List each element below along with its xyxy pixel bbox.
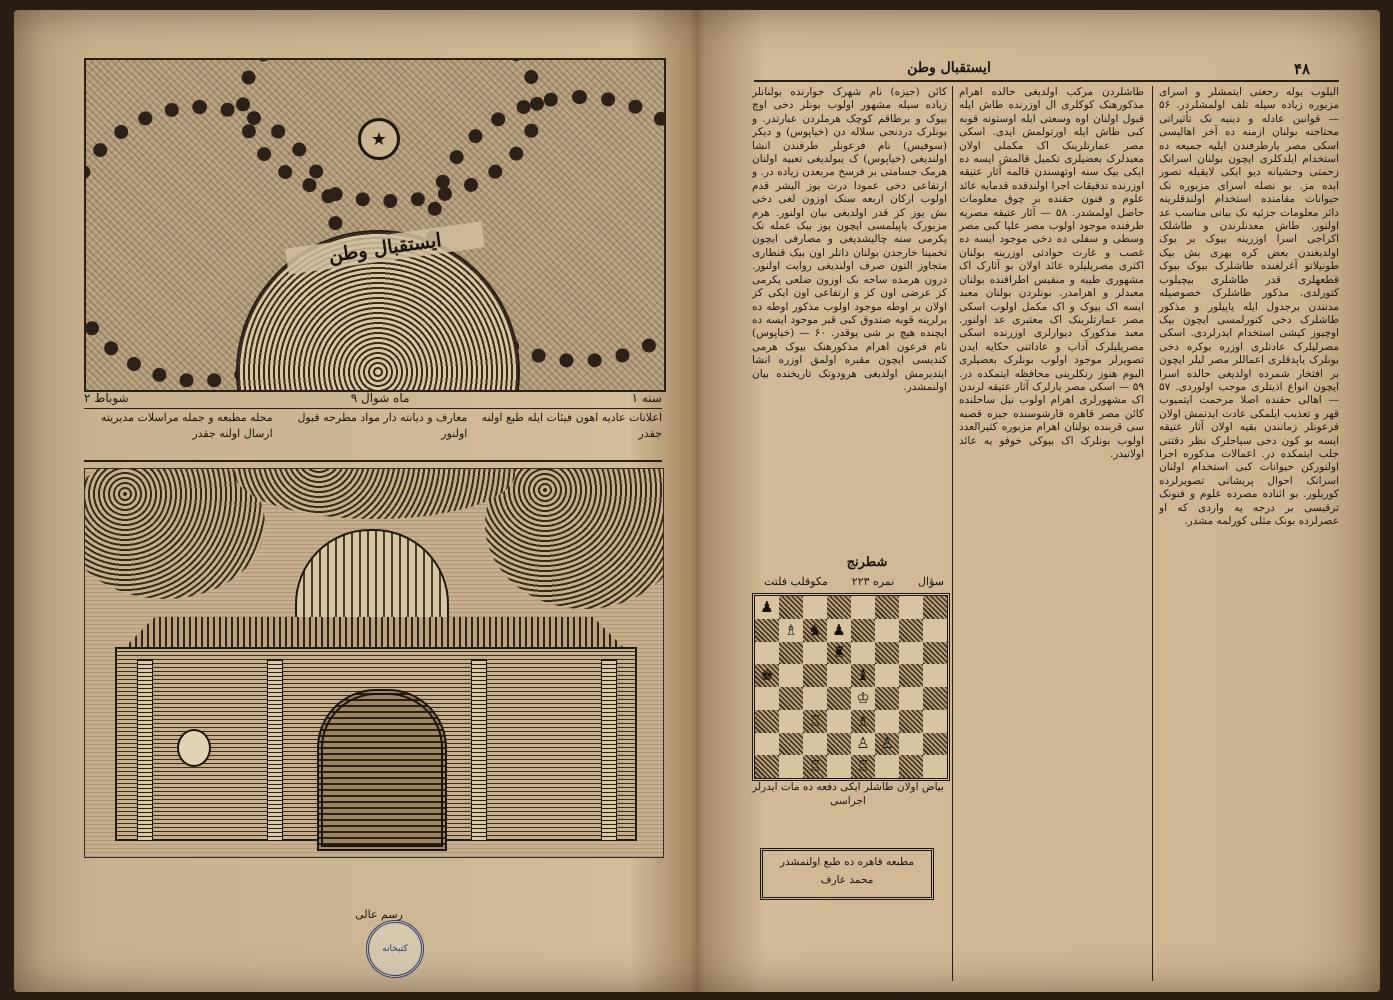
chess-piece-square: ♜: [827, 642, 851, 665]
chess-piece-square: ♖: [803, 755, 827, 778]
fountain-pavilion: [115, 647, 637, 841]
chess-square: [779, 687, 803, 710]
chess-piece-square: ♞: [803, 619, 827, 642]
chess-square: [803, 687, 827, 710]
chess-square: [875, 755, 899, 778]
tree-foliage: [485, 468, 664, 609]
chess-piece-square: ♖: [803, 710, 827, 733]
chess-square: [923, 755, 947, 778]
chess-square: [875, 642, 899, 665]
chess-square: [827, 664, 851, 687]
chess-square: [827, 755, 851, 778]
chess-square: [779, 596, 803, 619]
chess-square: [875, 687, 899, 710]
chess-square: [875, 596, 899, 619]
chess-board: [752, 593, 950, 781]
running-head: ایستقبال وطن: [907, 60, 991, 76]
tree-foliage: [235, 468, 515, 519]
notice-text: اعلانات عادیه اهون فیئات ایله طبع اولنه جقدر: [481, 411, 662, 440]
chess-square: [827, 596, 851, 619]
chess-square: [803, 642, 827, 665]
chess-square: [803, 664, 827, 687]
imprint-line: محمد عارف: [820, 874, 874, 886]
chess-square: [803, 596, 827, 619]
pillar: [267, 659, 283, 841]
dateline: [84, 388, 662, 409]
chess-square: [779, 642, 803, 665]
chess-square: [851, 642, 875, 665]
pillar: [471, 659, 487, 841]
text-column-middle-right: طاشلردن مرکب اولدیغی حالده اهرام مذکورهنک کوکلری ال اوزرنده طاش ایله قبول اولنان اوه وسعتی ایله اوستونه قوبه کبی طاش ایله اورتولمش ایدی. اسکی مصر عمارتلرینک اک مکملی اولان معبدلرک بعضیلری تکمیل قالمش ایسه ده ایکی بیک سنه اوتهسندن قالمه آثار عتیقه اوزرنده تدقیقات اجرا اولندقده قدمایه عائد علوم و فنون حقنده بر چوق معلومات حاصل اولمشدر. ۵۸ — آثار عتیقه مصریه طرفنده موجود اولوب مصر علیا کبی مصر وسطی و سفلی ده دخی موجود ایسه ده غصب و غارت حوادثی اوزرینه بولنان اکثری مصریلیلره عائد اولان بو آثارک اک مشهوری طیبه و منفیس اطرافنده بولنان معبدلر و اهرامدر. بونلردن بولنان معبد ایسه اک بیوک و اک مکمل اولوب اسکی مصر عمارتلرینک اک معتبری عد اولنور. معبد مذکورک دیوارلری اوزرنده اسکی مصریلیلرک آداب و عاداتنی حکایه ایدن تصویرلر موجود اولوب بونلرک بعضیلری الیوم هنوز رنکلرینی محافظه ایتمکده در. ۵۹ — اسکی مصر یارلرک آثار عتیقه لرندن اک مشهورلری اهرام اولوب نیل ساحلنده کائن مصر قاهره قارشوسنده جیزه قصبه سی قربنده بولنان اهرام مزبوره کثیرالعدد اولوب بونلرک اک بیوکی خوفو یه عائد اولانیدر.: [959, 86, 1144, 460]
imprint-box: [760, 848, 934, 900]
chess-square: [755, 687, 779, 710]
chess-piece-square: ♗: [784, 620, 798, 639]
chess-square: [827, 687, 851, 710]
chess-square: [875, 710, 899, 733]
chess-square: [755, 733, 779, 756]
chess-piece-square: ♟: [760, 597, 774, 616]
page-number: ۴۸: [1294, 60, 1311, 78]
chess-square: [875, 619, 899, 642]
chess-piece-square: ♙: [856, 734, 870, 753]
chess-square: [755, 619, 779, 642]
chess-piece-square: ♙: [875, 733, 899, 756]
fountain-engraving: [84, 468, 664, 858]
chess-square: [923, 619, 947, 642]
chess-square: [899, 664, 923, 687]
chess-caption-line: اجراسی: [830, 795, 866, 807]
chess-piece-square: ♝: [851, 664, 875, 687]
chess-mate-label: مکوقلب فلتت: [764, 575, 828, 588]
imprint-line: مطبعه قاهره ده طبع اولنمشدر: [779, 856, 915, 868]
pillar: [137, 659, 153, 841]
chess-piece-square: ♔: [856, 688, 870, 707]
chess-square: [923, 642, 947, 665]
dateline-hijri: ماه شوال ۹: [350, 391, 410, 405]
masthead-illustration: [84, 58, 666, 392]
column-divider: [1152, 86, 1153, 981]
text-column-far-right: الیلوب یوله رجعتی ایتمشلر و اسرای مزبوره زیاده سیله تلف اولمشلردر. ۵۶ — قوانین عادله و دینیه نک تأثیراتی محتاجنه بولنان ازمنه ده آخر اهالیسی اسکی مصر یارطرفندن ایلیه جمیعه ده استخدام ایلدکلری ایچون بولنان اسرانک زحمتی وحشیانه دیو ایکی لایقیله تصور ایده مز. بو نصله اسرای مزبوره نک حیوانات مقامنده استخدام اولندقلرینه دائر معلومات جزئیه نک بیانی مناسب عد اولنور. طاش معدنلرندن و طاشلک اکراجی اسرا اوزرینه بیوک بر یوک اولدیغندن بعض کره بهری بش بیک طونیلاتو آغرلغنده طاشلرک بیوک بیوک قطعهلری قدر طاشلری بیچیلوب کتورلدی. مذکور طاشلرک خصوصیله مدنندن برجدول ایله یاپیلور و مذکور طاشلرک دخی کتورلمسی ایچون بیک اوچیوز کیشی استخدام ایدرلردی. اسکی مصرلیلرک عادتلری اوزره بوکره دخی بونلرک یاپدقلری اعماللر مصر لیلر ایچون بر افتخار شمرده اولدیغی حالده اسرا ایچون انواع اذیتلری موجب اولوردی. ۵۷ — اهالی حقنده اصلا مرحمت ایتمیوب قهر و تعذیب ایلمکی عادت ایدنمش اولان فرعونلر زمانندن بقیه اولان آثار عتیقه ایسه بو کون دخی سیاحلرک نظر دقتنی جلب ایتمکده در. اعمالات مذکوره اجرا اولنورکن حیوانات کبی استخدام اولنان اسرانک احوال پریشانی تصویرلرده کوریلور. بو اثناده مصرده علوم و فنونک ترقیسی بر درجه یه واردی که او عصرلرده بونک مثلی کورلمه مشدر.: [1159, 86, 1339, 527]
chess-problem-label: سؤال: [918, 575, 944, 588]
chess-piece-square: ♗: [851, 710, 875, 733]
tree-foliage: [84, 468, 265, 599]
chess-caption: [749, 780, 947, 808]
notice-text: محله مطبعه و جمله مراسلات مدیریته ارسال اولنه جقدر: [100, 411, 273, 440]
notice-box: [84, 410, 662, 462]
chess-square: [803, 733, 827, 756]
chess-square: [851, 619, 875, 642]
chess-square: [923, 596, 947, 619]
chess-number-label: نمره ۲۲۳: [851, 575, 895, 588]
chess-caption-line: بیاض اولان طاشلر ایکی دفعه ده مات ایدرلر: [752, 781, 944, 793]
engraving-caption: رسم عالی: [355, 908, 403, 921]
chess-square: [923, 664, 947, 687]
fountain-dome: [295, 529, 449, 623]
chess-piece-square: ♚: [755, 664, 779, 687]
chess-square: [779, 733, 803, 756]
urn-ornament: [177, 729, 211, 767]
chess-square: [851, 596, 875, 619]
chess-piece-square: ♟: [832, 620, 846, 639]
chess-square: [779, 664, 803, 687]
chess-square: [827, 710, 851, 733]
dateline-rumi: شوباط ۲: [84, 391, 129, 405]
text-column-middle-left: کائن (جیزه) نام شهرک جوارنده بولنانلر زیاده سیله مشهور اولوب بونلر دخی اوچ بیوک و برطاقم کوچک هرملردن عبارتدر. و بونلرک دردنجی سلاله دن (خیاپوس) و دیکر (سوفیس) نام فرعونلر طرفندن انشا اولندیغی (خیاپوس) ک یبولدیغی تعبیه اولنان هرمک جسامتی بر فرسخ مربعدن زیاده در. و ارتفاعی دخی عمودا درت یوز الیشر قدم اولوب ارکان اربعه سنک اوزون لغی دخی بش یوز کز قدر اولدیغی بیان اولنور. هرم مزبورک یاپیلمسی ایچون یوز بیک عمله نک یکرمی سنه چالیشدیغی و مصارفی ایچون تخمینا خارجدن بولنان ذاتلر اون بیک قنطاری متجاوز التون صرف اولندیغی روایت اولنور. درون هرمده ساحه نک اوزون ضلعی یکرمی کز عرضی اون کز و ارتفاعی اون ایکی کز اولان بر اوطه موجود اولوب مذکور اوطه ده برلرینه قوبه صندوق کبی قبر موجود ایسه ده ایچنده هیچ بر شی یوقدر. ۶۰ — (خیاپوس) نام فرعون اهرام مذکورهنک بیوک هرمی کندیسی ایچون مقبره اولمق اوزره انشا ایتدیرمش اولدیغی هرودوتک تاریخنده بیان اولنمشدر.: [752, 86, 947, 393]
chess-square: [899, 755, 923, 778]
chess-square: [899, 710, 923, 733]
chess-subtitle: [764, 575, 944, 588]
pillar: [601, 659, 617, 841]
chess-square: [755, 710, 779, 733]
chess-square: [827, 733, 851, 756]
dateline-year: سنه ۱: [631, 391, 662, 405]
column-divider: [952, 86, 953, 981]
chess-piece-square: ♖: [851, 755, 875, 778]
chess-square: [923, 733, 947, 756]
book-spread: [14, 10, 1380, 992]
chess-square: [923, 687, 947, 710]
chess-square: [899, 619, 923, 642]
chess-square: [899, 642, 923, 665]
notice-text: معارف و دیانته دار مواد مطرحه قبول اولنور: [297, 411, 468, 440]
chess-square: [779, 710, 803, 733]
chess-square: [875, 664, 899, 687]
chess-square: [899, 733, 923, 756]
chess-square: [755, 755, 779, 778]
chess-square: [899, 596, 923, 619]
chess-square: [779, 755, 803, 778]
chess-square: [755, 642, 779, 665]
masthead-title: ایستقبال وطن: [285, 221, 485, 274]
chess-title: شطرنج: [846, 555, 888, 570]
chess-square: [923, 710, 947, 733]
fountain-archway: [317, 689, 447, 851]
chess-square: [899, 687, 923, 710]
library-stamp: کتبخانه: [366, 920, 424, 978]
fountain-roof: [125, 617, 623, 647]
header-rule: [754, 80, 1339, 82]
crescent-star-icon: ★: [358, 118, 400, 160]
